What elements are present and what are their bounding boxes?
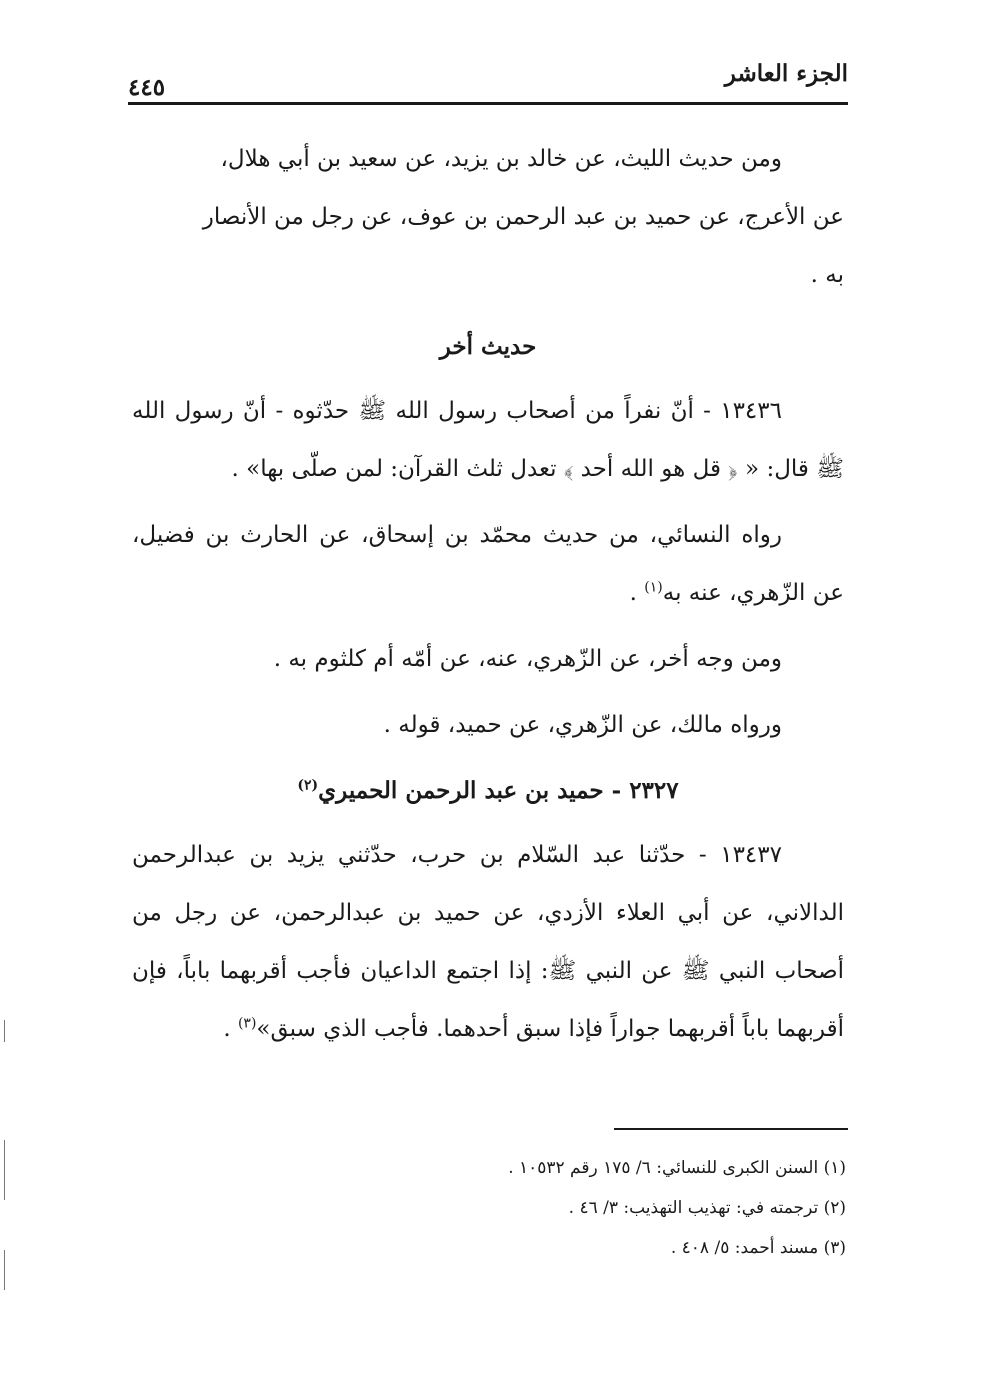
footnote-ref: (١)	[644, 579, 663, 596]
section-heading: حديث أخر	[439, 333, 537, 360]
paragraph-line: به .	[810, 262, 844, 288]
biography-heading-text: ٢٣٢٧ - حميد بن عبد الرحمن الحميري	[318, 777, 679, 804]
header-rule	[128, 102, 848, 105]
running-title: الجزء العاشر	[724, 60, 848, 87]
paragraph-text: ١٣٤٣٧ - حدّثنا عبد السّلام بن حرب، حدّثني يزيد بن عبدالرحمن الدالاني، عن أبي العلاء الأزدي، عن حميد بن عبدالرحمن، عن رجل من أصحاب النبي ﷺ عن النبي ﷺ: إذا اجتمع الداعيان فأجب أقربهما باباً، فإن أقربهما باباً أقربهما جواراً فإذا سبق أحدهما. فأجب الذي سبق»	[132, 842, 844, 1042]
footnote-ref: (٢)	[297, 777, 319, 794]
paragraph: ورواه مالك، عن الزّهري، عن حميد، قوله .	[383, 712, 782, 738]
footnote: (٣) مسند أحمد: ٥/ ٤٠٨ .	[670, 1238, 846, 1258]
paragraph-line: عن الأعرج، عن حميد بن عبد الرحمن بن عوف، عن رجل من الأنصار	[202, 204, 844, 230]
scan-margin-mark	[4, 1020, 5, 1042]
scan-margin-mark	[4, 1140, 5, 1200]
biography-heading	[132, 762, 844, 820]
hadith-paragraph: ١٣٤٣٦ - أنّ نفراً من أصحاب رسول الله ﷺ حدّثوه - أنّ رسول الله ﷺ قال: « ﴿ قل هو الله أحد ﴾ تعدل ثلث القرآن: لمن صلّى بها» .	[132, 398, 844, 482]
page-number: ٤٤٥	[128, 74, 166, 101]
footnote: (١) السنن الكبرى للنسائي: ٦/ ١٧٥ رقم ١٠٥٣٢ .	[508, 1158, 846, 1178]
paragraph: ومن وجه أخر، عن الزّهري، عنه، عن أمّه أم كلثوم به .	[273, 646, 782, 672]
paragraph-line: ومن حديث الليث، عن خالد بن يزيد، عن سعيد بن أبي هلال،	[220, 146, 782, 172]
main-text	[132, 130, 844, 1058]
paragraph-end: .	[629, 580, 645, 606]
paragraph	[132, 506, 844, 622]
paragraph-end: .	[223, 1016, 238, 1042]
footnotes	[300, 1148, 846, 1268]
paragraph-text: رواه النسائي، من حديث محمّد بن إسحاق، عن الحارث بن فضيل، عن الزّهري، عنه به	[132, 522, 844, 606]
page-header	[128, 52, 848, 102]
footnote-ref: (٣)	[237, 1015, 257, 1032]
footnote-rule	[614, 1128, 848, 1130]
hadith-paragraph	[132, 826, 844, 1058]
footnote: (٢) ترجمته في: تهذيب التهذيب: ٣/ ٤٦ .	[568, 1198, 846, 1218]
scan-margin-mark	[4, 1250, 5, 1290]
